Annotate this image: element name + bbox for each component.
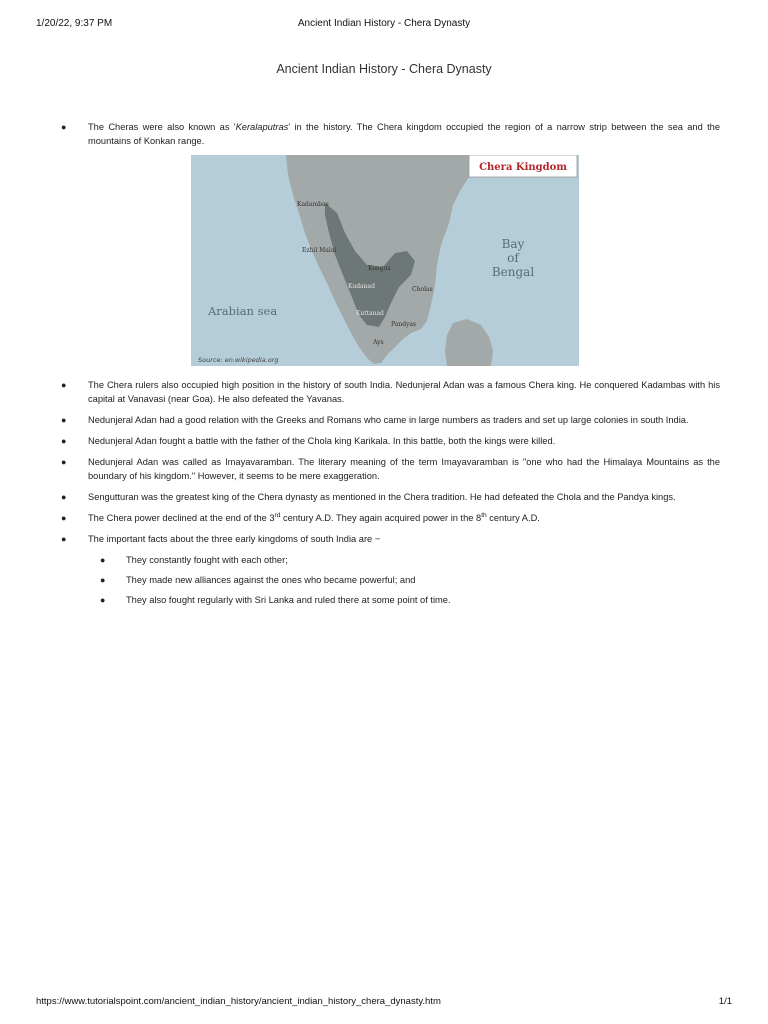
map-label-kadambas: Kadambas [297, 201, 329, 208]
map-svg [191, 155, 579, 366]
bullet-icon: ● [100, 575, 106, 585]
chera-kingdom-map [191, 155, 579, 366]
bullet-icon: ● [61, 513, 67, 523]
bullet-icon: ● [61, 492, 67, 502]
p2-text: The Chera rulers also occupied high position in the history of south India. Nedunjeral Adan was a famous Chera king. He conquered Kadambas with his capital at Vanavasi (near Goa). He also defeated the Yavanas. [88, 380, 720, 404]
map-label-bay: Bay [501, 237, 525, 251]
map-label-kudanad: Kudanad [348, 283, 375, 290]
list-item [60, 434, 720, 448]
map-label-pandyas: Pandyas [391, 321, 417, 328]
bullet-icon: ● [61, 415, 67, 425]
p7-part-b: century A.D. They again acquired power in the 8 [280, 513, 482, 523]
print-footer-url: https://www.tutorialspoint.com/ancient_indian_history/ancient_indian_history_chera_dynasty.htm [36, 996, 441, 1007]
map-label-bengal: Bengal [491, 265, 535, 279]
print-header-title: Ancient Indian History - Chera Dynasty [297, 18, 471, 29]
map-label-kuttanad: Kuttanad [356, 310, 384, 317]
sub-list-item [60, 553, 720, 567]
print-page-number: 1/1 [718, 996, 732, 1007]
map-title: Chera Kingdom [479, 162, 567, 173]
p1-before: The Cheras were also known as ' [88, 122, 236, 132]
bullet-icon: ● [100, 595, 106, 605]
p5-text: Nedunjeral Adan was called as Imayavaramban. The literary meaning of the term Imayavaramban is "one who had the Himalaya Mountains as the boundary of his kingdom." However, it seems to be mere exaggeration. [88, 457, 720, 481]
list-item [60, 490, 720, 504]
list-item [60, 120, 720, 148]
article-content [60, 120, 720, 613]
map-label-kongus: Kongus [368, 265, 391, 272]
map-label-ays: Ays [373, 339, 384, 346]
list-item [60, 532, 720, 546]
bullet-icon: ● [61, 436, 67, 446]
p3-text: Nedunjeral Adan had a good relation with the Greeks and Romans who came in large numbers as traders and set up large colonies in south India. [88, 415, 689, 425]
p7-sup-rd: rd [274, 511, 281, 519]
print-date: 1/20/22, 9:37 PM [36, 18, 113, 29]
p7-part-c: century A.D. [486, 513, 540, 523]
map-label-arabian-sea: Arabian sea [208, 304, 278, 318]
bullet-icon: ● [61, 380, 67, 390]
list-item [60, 511, 720, 525]
p8-text: The important facts about the three early kingdoms of south India are − [88, 534, 381, 544]
p1-after: ' in the history. The Chera kingdom occupied the region of a narrow strip between the sea and the mountains of Konkan range. [88, 122, 720, 146]
map-label-cholas: Cholas [412, 286, 433, 293]
page-title: Ancient Indian History - Chera Dynasty [276, 62, 492, 76]
p1-emphasis: Keralaputras [235, 122, 289, 132]
bullet-icon: ● [61, 534, 67, 544]
sub-list-item [60, 593, 720, 607]
p7-sup-th: th [481, 511, 487, 519]
map-label-of: of [507, 251, 519, 265]
sub-item-text: They also fought regularly with Sri Lanka and ruled there at some point of time. [126, 595, 451, 605]
list-item [60, 378, 720, 406]
sub-list-item [60, 573, 720, 587]
p7-part-a: The Chera power declined at the end of the 3 [88, 513, 275, 523]
sub-item-text: They constantly fought with each other; [126, 555, 288, 565]
bullet-icon: ● [100, 555, 106, 565]
map-source: Source: en.wikipedia.org [198, 356, 279, 364]
p6-text: Sengutturan was the greatest king of the Chera dynasty as mentioned in the Chera tradition. He had defeated the Chola and the Pandya kings. [88, 492, 676, 502]
map-label-ezhil-malai: Ezhil Malai [302, 247, 337, 254]
bullet-icon: ● [61, 122, 67, 132]
p4-text: Nedunjeral Adan fought a battle with the father of the Chola king Karikala. In this battle, both the kings were killed. [88, 436, 556, 446]
sub-item-text: They made new alliances against the ones who became powerful; and [126, 575, 416, 585]
bullet-icon: ● [61, 457, 67, 467]
list-item [60, 455, 720, 483]
list-item [60, 413, 720, 427]
